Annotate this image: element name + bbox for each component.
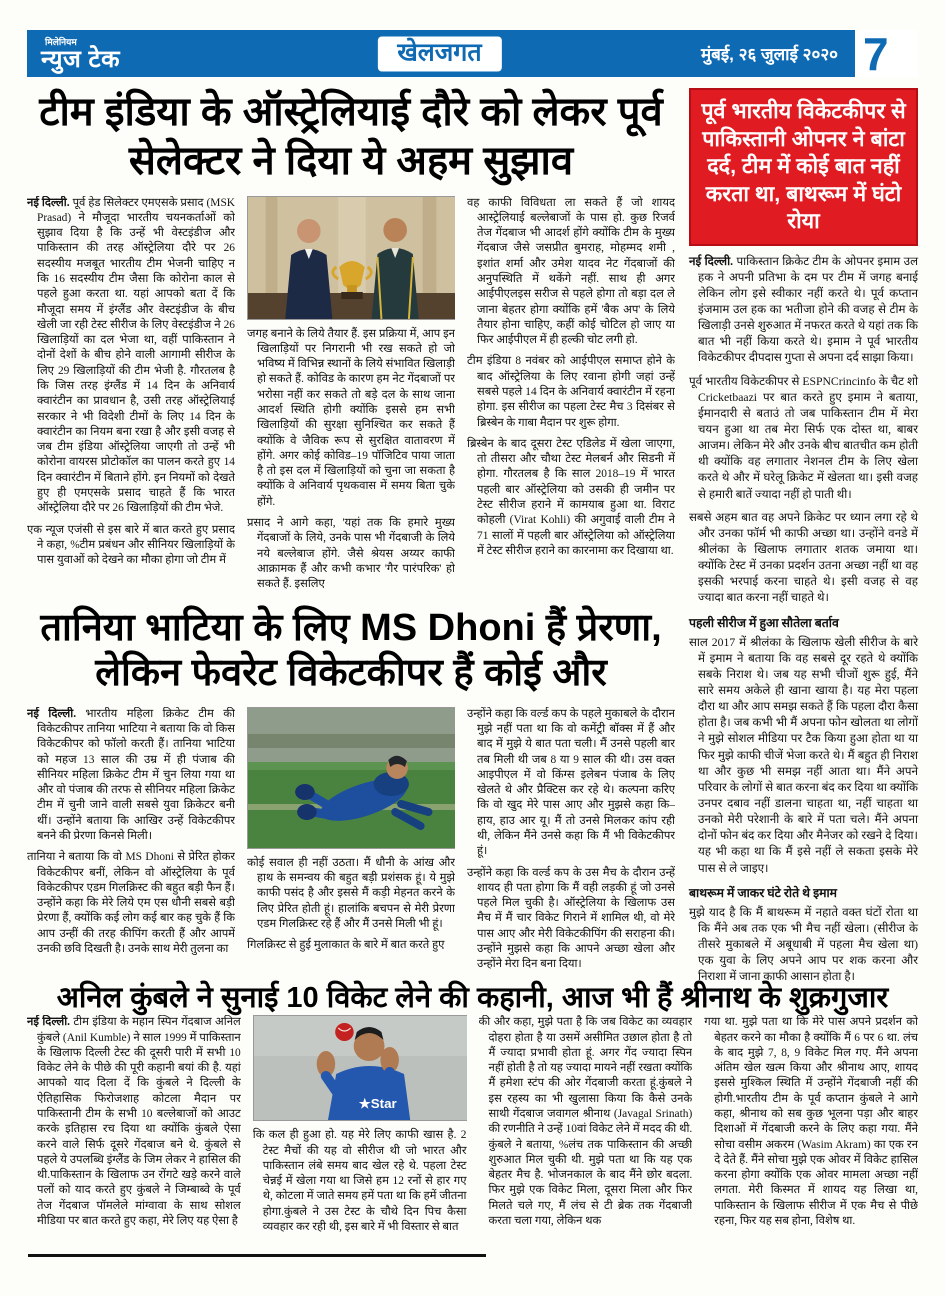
article3-column-3 bbox=[479, 1015, 693, 1277]
trophy-ceremony-photo bbox=[247, 196, 455, 320]
wicketkeeper-diving-photo bbox=[247, 707, 455, 849]
paragraph: वह काफी विविधता ला सकते हैं जो शायद आस्ट्रेलियाई बल्लेबाजों के पास हो. कुछ रिजर्व तेज गेंदबाज भी आदर्श होंगे क्योंकि टीम के मुख्य गेंदबाज जैसे जसप्रीत बुमराह, मोहम्मद शमी , इशांत शर्मा और उमेश यादव नेट गेंदबाजों की अनुपस्थिति में थकेंगे नहीं. साथ ही अगर आईपीएलइस सरीज से पहले होगा तो बड़ा दल ले जाना बेहतर होगा क्योंकि हमें 'बैक अप' के लिये तैयार होना चाहिए, कहीं कोई चोटिल हो जाए या फिर आईपीएल में ही हल्की चोट लगी हो. bbox=[467, 196, 675, 347]
article3-column-4 bbox=[704, 1015, 918, 1277]
dateline-label: नई दिल्ली. bbox=[27, 1016, 70, 1029]
article-australia-tour bbox=[27, 88, 675, 596]
article2-column-3 bbox=[467, 707, 675, 979]
paragraph: जगह बनाने के लिये तैयार हैं. इस प्रक्रिया में, आप इन खिलाड़ियों पर निगरानी भी रख सकते हो जो भविष्य में विभिन्न स्थानों के लिये संभावित खिलाड़ी हो सकते हैं. कोविड के कारण हम नेट गेंदबाजों पर भरोसा नहीं कर सकते तो बड़े दल के साथ जाना आदर्श स्थिति होगी क्योंकि इससे हम सभी खिलाड़ियों की सुरक्षा सुनिश्चित कर सकते हैं क्योंकि वे जैविक रूप से सुरक्षित वातावरण में होंगे. अगर कोई कोविड–19 पॉजिटिव पाया जाता है तो इस दल में खिलाड़ियों को चुना जा सकता है क्योंकि वे अनिवार्य पृथकवास में समय बिता चुके होंगे. bbox=[247, 327, 455, 508]
article1-column-2 bbox=[247, 196, 455, 596]
article-tania-bhatia bbox=[27, 606, 675, 979]
paragraph: एक न्यूज एजंसी से इस बारे में बात करते हुए प्रसाद ने कहा, %टीम प्रबंधन और सीनियर खिलाड़ियों के पास युवाओं को देखने का मौका होगा जो टीम में bbox=[27, 523, 235, 567]
paragraph: कोई सवाल ही नहीं उठता। मैं धौनी के आंख और हाथ के समन्वय की बहुत बड़ी प्रशंसक हूं। ये मुझे काफी पसंद है और इससे मैं कड़ी मेहनत करने के लिए प्रेरित होती हूं। हालांकि बचपन से मेरी प्रेरणा एडम गिलक्रिस्ट रहे हैं और मैं उनसे मिली भी हूं। bbox=[247, 856, 455, 930]
edition-dateline: मुंबई, २६ जुलाई २०२० bbox=[700, 45, 838, 64]
dateline-label: नई दिल्ली. bbox=[689, 254, 734, 268]
article3-headline: अनिल कुंबले ने सुनाई 10 विकेट लेने की कहानी, आज भी हैं श्रीनाथ के शुक्रगुजार bbox=[56, 982, 889, 1014]
paragraph: गया था. मुझे पता था कि मेरे पास अपने प्रदर्शन को बेहतर करने का मौका है क्योंकि मैं 6 पर 6 था. लंच के बाद मुझे 7, 8, 9 विकेट मिल गए. मैंने अपना अंतिम खेल खत्म किया और श्रीनाथ आए, शायद इससे मुश्किल स्थिति में उन्होंने गेंदबाजी नहीं की होगी.भारतीय टीम के पूर्व कप्तान कुंबले ने आगे कहा, श्रीनाथ को सब कुछ भूलना पड़ा और बाहर दिशाओं में गेंदबाजी करने के लिए कहा गया. मैंने सोचा वसीम अकरम (Wasim Akram) का एक रन दे देते हैं. मैंने सोचा मुझे एक ओवर में विकेट हासिल करना होगा क्योंकि एक ओवर मामला अच्छा नहीं लगता. मेरी किस्मत में शायद यह लिखा था, पाकिस्तान के खिलाफ सीरीज में एक मैच से पीछे रहना, फिर यह सब होना, विशेष था. bbox=[704, 1016, 918, 1227]
sidebar-subhead-2: बाथरूम में जाकर घंटे रोते थे इमाम bbox=[689, 885, 838, 900]
paragraph: साल 2017 में श्रीलंका के खिलाफ खेली सीरीज के बारे में इमाम ने बताया कि वह सबसे दूर रहते थे क्योंकि सबके निराश थे। जब यह सभी चीजों शुरू हुई, मैंने सारे समय अकेले ही खाना खाया है। यह मेरा पहला दौरा था और आप समझ सकते हैं कि पहला दौरा कैसा होता है। जब कभी भी मैं अपना फोन खोलता था लोगों ने मुझे सोशल मीडिया पर टैक किया हुआ होता था या फिर मुझे काफी चीजें भेजा करते थे। मैं बहुत ही निराश था और कुछ भी समझ नहीं आता था। मैंने अपने परिवार के लोगों से बात करना बंद कर दिया था क्योंकि उनपर दबाव नहीं डालना चाहता था, नहीं चाहता था उनको मेरी परेशानी के बारे में पता चले। मैंने अपना दोनों फोन बंद कर दिया और मैनेजर को रखने दे दिया। यह भी कहा था कि मैं इसे नहीं ले सकता इसके मेरे पास से ले जाइए। bbox=[689, 635, 918, 875]
paragraph: मुझे याद है कि मैं बाथरूम में नहाते वक्त घंटों रोता था कि मैंने अब तक एक भी मैच नहीं खेला। (सीरीज के तीसरे मुकाबले में अबूधाबी में पहला मैच खेला था) एक युवा के लिए अपने आप पर शक करना और निराशा में जाना काफी आसान होता है। bbox=[689, 905, 918, 984]
paragraph: की और कहा, मुझे पता है कि जब विकेट का व्यवहार दोहरा होता है या उसमें असीमित उछाल होता है तो मैं ज्यादा प्रभावी होता हूं. अगर गेंद ज्यादा स्पिन नहीं होती है तो यह ज्यादा मायने नहीं रखता क्योंकि मैं हमेशा स्टंप की ओर गेंदबाजी करता हूं.कुंबले ने इस रहस्य का भी खुलासा किया कि कैसे उनके साथी गेंदबाज जवागल श्रीनाथ (Javagal Srinath) की रणनीति ने उन्हें 10वां विकेट लेने में मदद की थी. कुंबले ने बताया, %लंच तक पाकिस्तान की अच्छी शुरुआत मिल चुकी थी. मुझे पता था कि यह एक बेहतर मैच है. भोजनकाल के बाद मैंने छोर बदला. फिर मुझे एक विकेट मिला, दूसरा मिला और फिर मिलते चले गए, मैं लंच से टी ब्रेक तक गेंदबाजी करता चला गया, लेकिन थक bbox=[478, 1016, 693, 1227]
sidebar-subhead-1: पहली सीरीज में हुआ सौतेला बर्ताव bbox=[689, 615, 839, 630]
paragraph: उन्होंने कहा कि वर्ल्ड कप के पहले मुकाबले के दौरान मुझे नहीं पता था कि वो कमेंट्री बॉक्स में हैं और बाद में मुझे ये बात पता चली। मैं उनसे पहली बार तब मिली थी जब 8 या 9 साल की थी। उस वक्त आइपीएल में वो किंग्स इलेबन पंजाब के लिए खेलते थे और प्रैक्टिस कर रहे थे। कल्पना करिए कि वो खुद मेरे पास आए और मुझसे कहा कि– हाय, हाउ आर यू। मैं तो उनसे मिलकर कांप रही थी, लेकिन मैंने उनसे कहा कि मैं भी विकेटकीपर हूं। bbox=[467, 707, 675, 858]
article2-columns bbox=[27, 707, 675, 979]
article2-column-1 bbox=[27, 707, 235, 979]
article1-headline: टीम इंडिया के ऑस्ट्रेलियाई दौरे को लेकर पूर्व सेलेक्टर ने दिया ये अहम सुझाव bbox=[39, 90, 663, 183]
dateline-label: नई दिल्ली. bbox=[27, 196, 70, 209]
paragraph bbox=[689, 254, 918, 367]
paragraph-text: भारतीय महिला क्रिकेट टीम की विकेटकीपर तानिया भाटिया ने बताया कि वो किस विकेटकीपर को फॉलो करती हैं। तानिया भाटिया को महज 13 साल की उम्र में ही पंजाब की सीनियर महिला क्रिकेट टीम में चुन लिया गया था और वो पंजाब की तरफ से सीनियर महिला क्रिकेट टीम में चुनी जाने वाली सबसे युवा क्रिकेटर बनी थीं। उन्होंने बताया कि आखिर उन्हें विकेटकीपर बनने की प्रेरणा किनसे मिली। bbox=[37, 707, 235, 843]
paragraph bbox=[27, 196, 235, 517]
logo-title: न्युज टेक bbox=[41, 45, 121, 73]
anil-kumble-photo bbox=[253, 1015, 467, 1121]
paragraph: टीम इंडिया 8 नवंबर को आईपीएल समाप्त होने के बाद ऑस्ट्रेलिया के लिए रवाना होगी जहां उन्हें सबसे पहले 14 दिन के अनिवार्य क्वारंटीन में रहना होगा. इस सीरीज का पहला टेस्ट मैच 3 दिसंबर से ब्रिस्बेन के गाबा मैदान पर शुरू होगा. bbox=[467, 355, 675, 429]
paragraph: पूर्व भारतीय विकेटकीपर से ESPNCrincinfo के चैट शो Cricketbaazi पर बात करते हुए इमाम ने बताया, ईमानदारी से बताउं तो जब पाकिस्तान टीम में मेरा चयन हुआ था तब मेरा सिर्फ एक दोस्त था, बाबर आजम। लेकिन मेरे और उनके बीच बातचीत कम होती थी क्योंकि वह लगातार नेशनल टीम के लिए खेला करते थे और में घरेलू क्रिकेट में खेलता था। इसी वजह से हमारी बातें ज्यादा नहीं हो पाती थी। bbox=[689, 374, 918, 501]
paragraph: कि कल ही हुआ हो. यह मेरे लिए काफी खास है. 2 टेस्ट मैचों की यह वो सीरीज थी जो भारत और पाकिस्तान लंबे समय बाद खेल रहे थे. पहला टेस्ट चेन्नई में खेला गया था जिसे हम 12 रनों से हार गए थे, कोटला में जाते समय हमें पता था कि हमें जीतना होगा.कुंबले ने उस टेस्ट के चौथे दिन पिच कैसा व्यवहार कर रही थी, इस बारे में भी विस्तार से बात bbox=[252, 1129, 467, 1234]
paragraph: गिलक्रिस्ट से हुई मुलाकात के बारे में बात करते हुए bbox=[247, 939, 445, 952]
article3-column-2 bbox=[253, 1015, 467, 1277]
article1-column-3 bbox=[467, 196, 675, 596]
logo-tagline: मिलेनियम bbox=[45, 36, 77, 47]
paragraph-text: पाकिस्तान क्रिकेट टीम के ओपनर इमाम उल हक ने अपनी प्रतिभा के दम पर टीम में जगह बनाई लेकिन लोग इसे स्वीकार नहीं करते थे। पूर्व कप्तान इंजमाम उल हक का भतीजा होने की वजह से टीम के खिलाड़ी उनसे शुरुआत में नफरत करते थे यहां तक कि बात भी नहीं किया करते थे। इमाम ने पूर्व भारतीय विकेटकीपर दीपदास गुप्ता से अपना दर्द साझा किया। bbox=[698, 254, 919, 365]
sidebar-headline: पूर्व भारतीय विकेटकीपर से पाकिस्तानी ओपनर ने बांटा दर्द, टीम में कोई बात नहीं करता था, बाथरूम में घंटो रोया bbox=[689, 88, 918, 246]
page-number-box bbox=[852, 27, 918, 80]
paragraph: ब्रिस्बेन के बाद दूसरा टेस्ट एडिलेड में खेला जाएगा, तो तीसरा और चौथा टेस्ट मेलबर्न और सिडनी में होगा. गौरतलब है कि साल 2018–19 में भारत पहली बार ऑस्ट्रेलिया को उसकी ही जमीन पर टेस्ट सीरीज हराने में कामयाब हुआ था. विराट कोहली (Virat Kohli) की अगुवाई वाली टीम ने 71 सालों में पहली बार ऑस्ट्रेलिया को ऑस्ट्रेलिया में टेस्ट सीरीज हराने का कारनामा कर दिखाया था. bbox=[467, 437, 675, 557]
newspaper-logo bbox=[41, 36, 120, 72]
page-number: 7 bbox=[863, 27, 889, 80]
bottom-divider-rule bbox=[28, 1254, 486, 1257]
paragraph: सबसे अहम बात वह अपने क्रिकेट पर ध्यान लगा रहे थे और उनका फॉर्म भी काफी अच्छा था। उन्होंने वनडे में श्रीलंका के खिलाफ लगातार शतक जमाया था। क्योंकि टेस्ट में उनका प्रदर्शन उतना अच्छा नहीं था वह इसकी भरपाई करना चाहते थे। इसी वजह से वह ज्यादा बात करना नहीं चाहते थे। bbox=[689, 510, 918, 605]
paragraph: प्रसाद ने आगे कहा, 'यहां तक कि हमारे मुख्य गेंदबाजों के लिये, उनके पास भी गेंदबाजी के लिये नये बल्लेबाज होंगे. जैसे श्रेयस अय्यर काफी आक्रामक हैं और कभी कभार 'गैर पारंपरिक' हो सकते हैं. इसलिए bbox=[247, 516, 455, 591]
masthead bbox=[27, 27, 918, 80]
article3-columns bbox=[27, 1015, 918, 1277]
article2-column-2 bbox=[247, 707, 455, 979]
sidebar-article-imam-ul-haq bbox=[689, 88, 918, 992]
section-title: खेलजगत bbox=[377, 36, 501, 71]
paragraph-text: टीम इंडिया के महान स्पिन गेंदबाज अनिल कुंबले (Anil Kumble) ने साल 1999 में पाकिस्तान के खिलाफ दिल्ली टेस्ट की दूसरी पारी में सभी 10 विकेट लेने के पीछे की पूरी कहानी बयां की है. यहां आपको याद दिला दें कि कुंबले ने दिल्ली के ऐतिहासिक फिरोजशाह कोटला मैदान पर पाकिस्तानी टीम के सभी 10 बल्लेबाजों को आउट करके इतिहास रच दिया था क्योंकि कुंबले ऐसा करने वाले सिर्फ दूसरे गेंदबाज बने थे. कुंबले से पहले ये उपलब्धि इंग्लैंड के जिम लेकर ने हासिल की थी.पाकिस्तान के खिलाफ उन रोंगटे खड़े करने वाले पलों को याद करते हुए कुंबले ने जिम्बाब्वे के पूर्व तेज गेंदबाज पॉमलेले मांग्वावा के साथ सोशल मीडिया पर बात करते हुए कहा, मेरे लिए यह ऐसा है bbox=[37, 1016, 241, 1227]
masthead-bar bbox=[27, 30, 852, 77]
page-number-rule bbox=[852, 30, 855, 77]
paragraph: उन्होंने कहा कि वर्ल्ड कप के उस मैच के दौरान उन्हें शायद ही पता होगा कि मैं वही लड़की हूं जो उनसे पहले मिल चुकी है। ऑस्ट्रेलिया के खिलाफ उस मैच में मैं चार विकेट गिराने में शामिल थी, वो मेरे पास आए और मेरी विकेटकीपिंग की सराहना की। उन्होंने मुझसे कहा कि आपने अच्छा खेला और उन्होंने मेरा दिन बना दिया। bbox=[467, 866, 675, 971]
paragraph bbox=[27, 1015, 241, 1229]
article-anil-kumble bbox=[27, 982, 918, 1277]
dateline-label: नई दिल्ली. bbox=[27, 707, 77, 720]
paragraph: तानिया ने बताया कि वो MS Dhoni से प्रेरित होकर विकेटकीपर बनीं, लेकिन वो ऑस्ट्रेलिया के पूर्व विकेटकीपर एडम गिलक्रिस्ट की बहुत बड़ी फैन हैं। उन्होंने कहा कि मेरे लिये एम एस धौनी सबसे बड़ी प्रेरणा हैं, क्योंकि कई लोग कई बार कह चुके हैं कि आप उन्हीं की तरह कीपिंग करती हैं और आपमें उनकी छवि दिखती है। उनके साथ मेरी तुलना का bbox=[27, 851, 235, 955]
paragraph bbox=[27, 707, 235, 845]
article1-column-1 bbox=[27, 196, 235, 596]
paragraph-text: पूर्व हेड सिलेक्टर एमएसके प्रसाद (MSK Prasad) ने मौजूदा भारतीय चयनकर्ताओं को सुझाव दिया है कि उन्हें भी वेस्टइंडीज और पाकिस्तान की तरह ऑस्ट्रेलिया दौरे पर 26 सदस्यीय मजबूत भारतीय टीम भेजनी चाहिए न कि 16 सदस्यीय टीम जैसा कि कोरोना काल से पहले हुआ करता था. यहां आपको बता दें कि मौजूदा समय में इंग्लैंड और वेस्टइंडीज के बीच खेली जा रही टेस्ट सीरीज के लिए वेस्टइंडीज ने 26 खिलाड़ियों का दल भेजा था, वहीं पाकिस्तान ने दोनों देशों के बीच होने वाली आगामी सीरीज के लिए 29 खिलाड़ियों की टीम भेजी है. गौरतलब है कि जिस तरह इंग्लैंड में 14 दिन के अनिवार्य क्वारंटीन का प्रावधान है, उसी तरह ऑस्ट्रेलियाई सरकार ने भी विदेशी टीमों के लिए 14 दिन के क्वारंटीन का नियम बना रखा है और इसी वजह से जब टीम इंडिया ऑस्ट्रेलिया जाएगी तो उन्हें भी कोरोना वायरस प्रोटोकॉल का पालन करते हुए 14 दिन क्वारंटीन में बिताने होंगे. इन नियमों को देखते हुए ही एमएसके प्रसाद चाहते हैं कि भारत ऑस्ट्रेलिया दौरे पर 26 खिलाड़ियों की टीम भेजे. bbox=[37, 196, 235, 515]
shirt-sponsor-text: ★Star bbox=[358, 1096, 397, 1112]
main-column bbox=[27, 84, 675, 979]
article2-headline: तानिया भाटिया के लिए MS Dhoni हैं प्रेरणा, लेकिन फेवरेट विकेटकीपर हैं कोई और bbox=[40, 606, 662, 695]
article3-column-1 bbox=[27, 1015, 241, 1277]
article1-columns bbox=[27, 196, 675, 596]
